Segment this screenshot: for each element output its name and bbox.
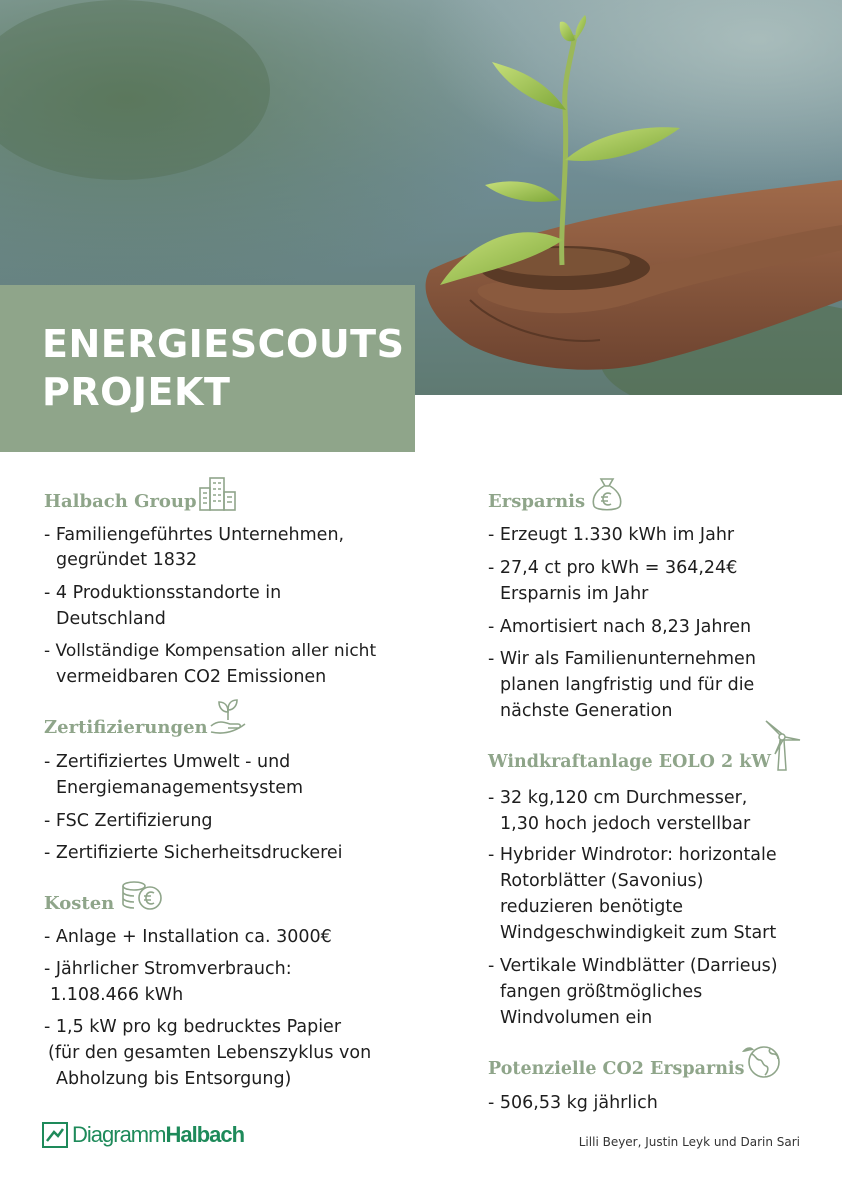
money-bag-icon — [590, 476, 624, 514]
title-box — [0, 285, 415, 452]
kosten-line-3: 1.108.466 kWh — [50, 985, 184, 1005]
halbach-line-1: - Familiengeführtes Unternehmen, — [44, 525, 345, 545]
logo-mark-icon — [42, 1122, 68, 1148]
ersparnis-heading: Ersparnis — [488, 491, 586, 512]
kosten-line-6: Abholzung bis Entsorgung) — [56, 1069, 292, 1089]
authors: Lilli Beyer, Justin Leyk und Darin Sari — [578, 1135, 800, 1149]
title-line-2: PROJEKT — [42, 370, 231, 414]
wind-line-7: - Vertikale Windblätter (Darrieus) — [488, 956, 778, 976]
co2-heading: Potenzielle CO2 Ersparnis — [488, 1059, 745, 1079]
logo-text-part1: Diagramm — [72, 1122, 166, 1147]
wind-line-8: fangen größtmögliches — [500, 982, 703, 1002]
kosten-line-2: - Jährlicher Stromverbrauch: — [44, 959, 292, 979]
ersparnis-line-7: nächste Generation — [500, 701, 673, 721]
zert-line-4: - Zertifizierte Sicherheitsdruckerei — [44, 843, 343, 863]
title-line-1: ENERGIESCOUTS — [42, 322, 405, 366]
building-icon — [198, 474, 238, 512]
co2-line-1: - 506,53 kg jährlich — [488, 1093, 658, 1113]
wind-line-4: Rotorblätter (Savonius) — [500, 871, 704, 891]
halbach-line-5: - Vollständige Kompensation aller nicht — [44, 641, 377, 661]
globe-icon — [740, 1044, 782, 1080]
wind-turbine-icon — [762, 718, 802, 772]
wind-line-1: - 32 kg,120 cm Durchmesser, — [488, 788, 748, 808]
ersparnis-line-3: Ersparnis im Jahr — [500, 584, 649, 604]
kosten-heading: Kosten — [44, 893, 115, 914]
coins-icon — [120, 878, 164, 914]
zert-line-2: Energiemanagementsystem — [56, 778, 304, 798]
kosten-line-4: - 1,5 kW pro kg bedrucktes Papier — [44, 1017, 342, 1037]
kosten-line-5: (für den gesamten Lebenszyklus von — [48, 1043, 372, 1063]
halbach-line-4: Deutschland — [56, 609, 166, 629]
ersparnis-line-6: planen langfristig und für die — [500, 675, 755, 695]
zert-line-3: - FSC Zertifizierung — [44, 811, 213, 831]
ersparnis-line-2: - 27,4 ct pro kWh = 364,24€ — [488, 558, 738, 578]
ersparnis-line-1: - Erzeugt 1.330 kWh im Jahr — [488, 525, 735, 545]
halbach-line-3: - 4 Produktionsstandorte in — [44, 583, 282, 603]
halbach-line-2: gegründet 1832 — [56, 550, 198, 570]
wind-line-5: reduzieren benötigte — [500, 897, 683, 917]
logo-text-part2: Halbach — [165, 1122, 245, 1147]
ersparnis-line-4: - Amortisiert nach 8,23 Jahren — [488, 617, 752, 637]
wind-line-3: - Hybrider Windrotor: horizontale — [488, 845, 777, 865]
zert-line-1: - Zertifiziertes Umwelt - und — [44, 752, 291, 772]
plant-hand-icon — [208, 698, 248, 736]
ersparnis-line-5: - Wir als Familienunternehmen — [488, 649, 756, 669]
wind-line-9: Windvolumen ein — [500, 1008, 653, 1028]
zert-heading: Zertifizierungen — [44, 717, 208, 738]
company-logo — [42, 1120, 244, 1150]
halbach-line-6: vermeidbaren CO2 Emissionen — [56, 667, 327, 687]
kosten-line-1: - Anlage + Installation ca. 3000€ — [44, 927, 332, 947]
wind-line-6: Windgeschwindigkeit zum Start — [500, 923, 777, 943]
wind-heading: Windkraftanlage EOLO 2 kW — [488, 752, 772, 772]
halbach-heading: Halbach Group — [44, 491, 197, 512]
wind-line-2: 1,30 hoch jedoch verstellbar — [500, 814, 751, 834]
